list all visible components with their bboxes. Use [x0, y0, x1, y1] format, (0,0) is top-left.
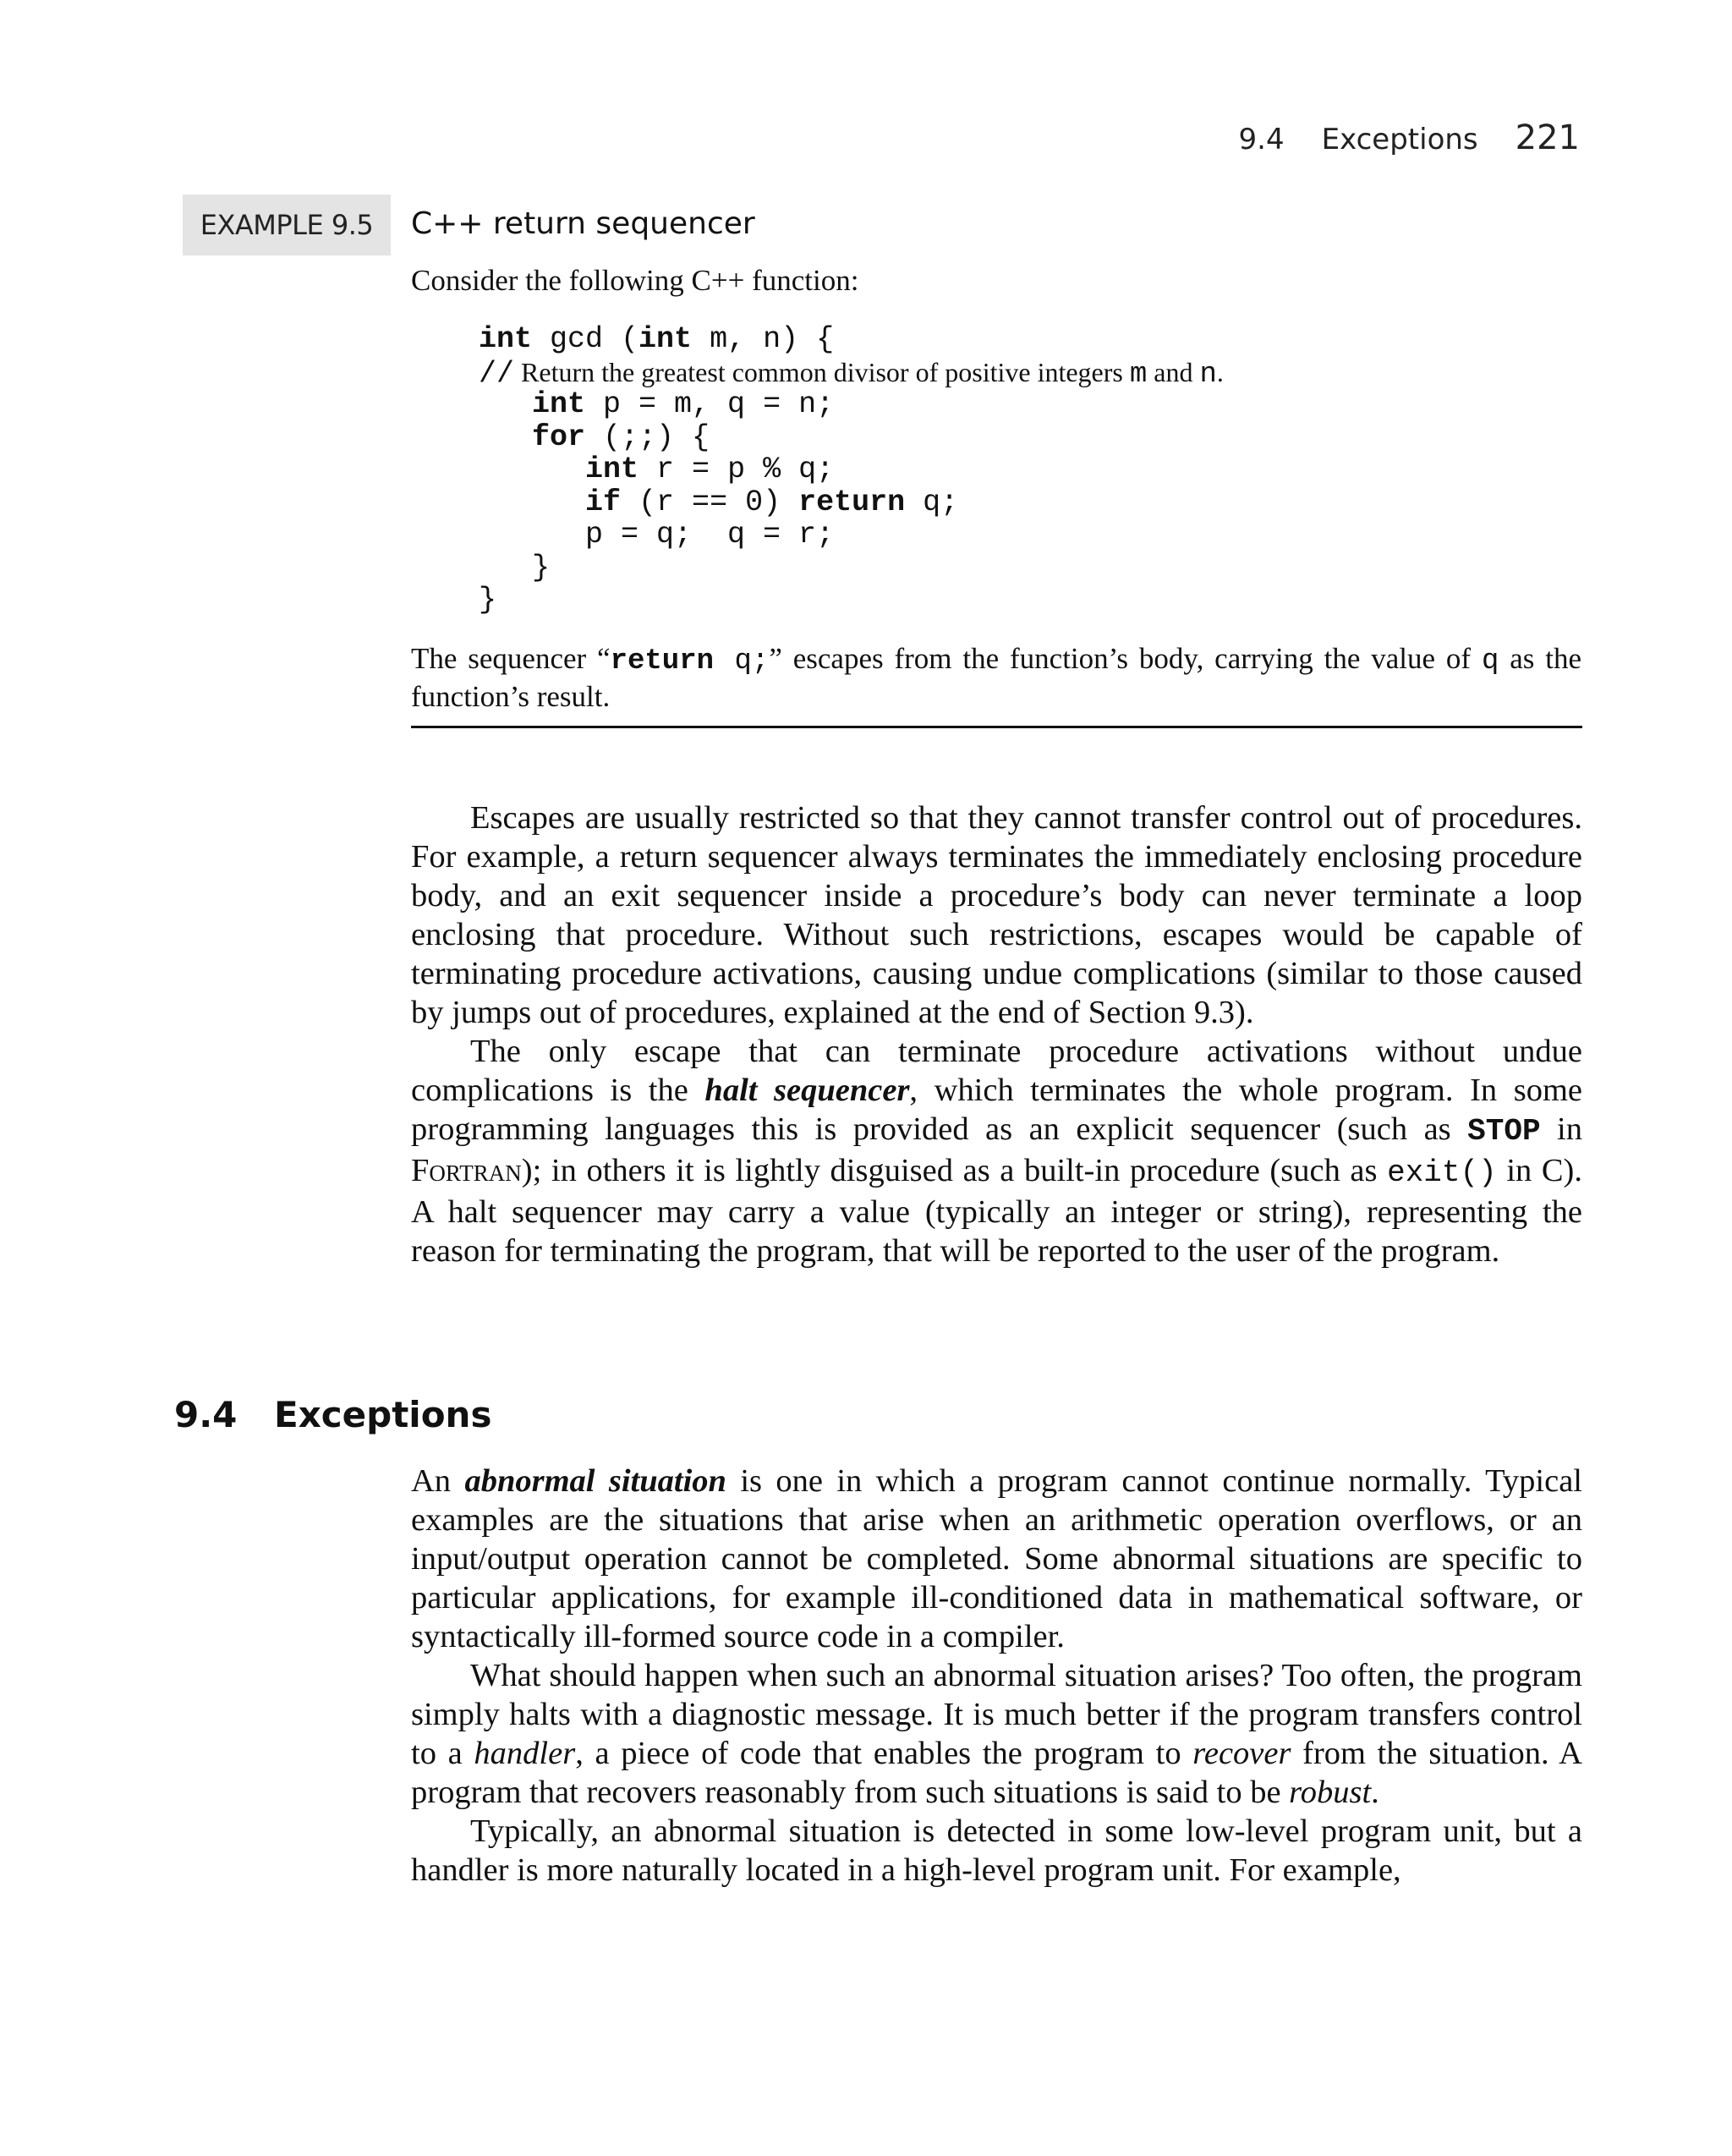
- comment-marker: //: [479, 356, 515, 391]
- paragraph: Typically, an abnormal situation is detected in some low-level program unit, but a handler is more naturally located in a high-level program unit. For example,: [411, 1813, 1582, 1888]
- code-line: [479, 486, 1224, 519]
- emphasis: robust: [1289, 1775, 1372, 1810]
- code-line: p = q; q = r;: [479, 518, 835, 551]
- text-run: What should happen when such an abnormal situation arises? Too often, the program simply halts with a diagnostic message. It is much better if the program transfers control to a: [411, 1658, 1582, 1771]
- text-run: , which terminates the whole program. In some programming languages this is provided as an explicit sequencer (such as: [411, 1073, 1582, 1147]
- example-label: EXAMPLE 9.5: [183, 195, 391, 255]
- page-number: 221: [1515, 118, 1580, 157]
- example-closing-text: [411, 641, 1581, 715]
- paragraph: [411, 1462, 1582, 1656]
- text-run: , a piece of code that enables the program to: [575, 1736, 1193, 1771]
- code-text: (;;) {: [585, 420, 710, 454]
- code-keyword: int: [532, 387, 586, 421]
- code-line: [479, 453, 1224, 486]
- comment-text: and: [1147, 356, 1200, 387]
- comment-text: .: [1216, 356, 1224, 387]
- text-run: .: [1371, 1775, 1379, 1810]
- code-indent: [479, 420, 532, 454]
- text-run: as the function’s result.: [411, 642, 1581, 713]
- code-keyword: int: [585, 453, 639, 486]
- inline-code: q;: [714, 645, 770, 678]
- inline-code-keyword: STOP: [1467, 1114, 1541, 1149]
- code-keyword: if: [585, 485, 622, 519]
- running-header: [1239, 118, 1580, 157]
- example-end-rule: [411, 726, 1582, 728]
- text-run: is one in which a program cannot continue normally. Typical examples are the situations that arise when an arithmetic operation overflows, or an input/output operation cannot be completed. Some abnormal situations are specific to particular applications, for example ill-conditioned data in mathematical software, or syntactically ill-formed source code in a compiler.: [411, 1463, 1582, 1654]
- paragraph: Escapes are usually restricted so that they cannot transfer control out of procedures. For example, a return sequencer always terminates the immediately enclosing procedure body, and an exit sequencer inside a procedure’s body can never terminate a loop enclosing that procedure. Without such restrictions, escapes would be capable of terminating procedure activations, causing undue complications (similar to those caused by jumps out of procedures, explained at the end of Section 9.3).: [411, 800, 1582, 1030]
- code-comment: [514, 356, 1224, 391]
- inline-code: q: [1481, 645, 1499, 678]
- body-text-block-1: [411, 798, 1582, 1270]
- code-text: (r == 0): [621, 485, 799, 519]
- section-title: Exceptions: [274, 1394, 492, 1435]
- code-listing: [479, 323, 1224, 617]
- text-run: in: [1540, 1111, 1583, 1147]
- comment-code: n: [1199, 358, 1217, 391]
- example-title: C++ return sequencer: [411, 206, 755, 241]
- paragraph: [411, 1032, 1582, 1270]
- code-text: q;: [905, 485, 959, 519]
- code-text: p = m, q = n;: [585, 387, 835, 421]
- section-number: 9.4: [174, 1394, 238, 1435]
- code-keyword: for: [532, 420, 586, 454]
- text-run: from the situation. A program that recovers reasonably from such situations is said to be: [411, 1736, 1582, 1810]
- paragraph: [411, 1656, 1582, 1812]
- code-indent: [479, 387, 532, 421]
- inline-code-keyword: return: [610, 645, 715, 678]
- header-section-number: 9.4: [1238, 123, 1285, 156]
- text-run: in C). A halt sequencer may carry a value (typically an integer or string), representing the reason for terminating the program, that will be reported to the user of the program.: [411, 1153, 1582, 1269]
- emphasis: handler: [474, 1736, 576, 1771]
- code-line: }: [479, 583, 497, 617]
- example-intro: Consider the following C++ function:: [411, 264, 859, 297]
- header-section-title: Exceptions: [1321, 123, 1478, 156]
- text-run: An: [411, 1463, 465, 1499]
- comment-text: Return the greatest common divisor of positive integers: [514, 356, 1130, 387]
- defined-term: halt sequencer: [704, 1073, 910, 1108]
- code-keyword: int: [639, 322, 693, 356]
- code-text: m, n) {: [692, 322, 835, 356]
- code-line: }: [479, 550, 551, 584]
- language-name: Fortran: [411, 1153, 522, 1188]
- section-heading: [174, 1394, 491, 1435]
- body-text-block-2: [411, 1462, 1582, 1890]
- text-run: ); in others it is lightly disguised as a built-in procedure (such as: [521, 1153, 1388, 1188]
- code-indent: [479, 453, 585, 486]
- code-text: gcd (: [532, 322, 639, 356]
- code-text: r = p % q;: [639, 453, 835, 486]
- defined-term: abnormal situation: [464, 1463, 726, 1499]
- code-line: [479, 388, 1224, 421]
- text-run: ” escapes from the function’s body, carrying the value of: [769, 642, 1482, 675]
- code-keyword: int: [479, 322, 533, 356]
- code-line: [479, 421, 1224, 454]
- inline-code: exit(): [1387, 1155, 1497, 1190]
- text-run: The sequencer “: [411, 642, 611, 675]
- emphasis: recover: [1192, 1736, 1291, 1771]
- text-run: The only escape that can terminate procedure activations without undue complications is the: [411, 1034, 1582, 1108]
- code-line: [479, 323, 1224, 356]
- code-keyword: return: [798, 485, 906, 519]
- code-indent: [479, 486, 585, 519]
- comment-code: m: [1129, 358, 1148, 391]
- code-comment-line: [479, 356, 1224, 389]
